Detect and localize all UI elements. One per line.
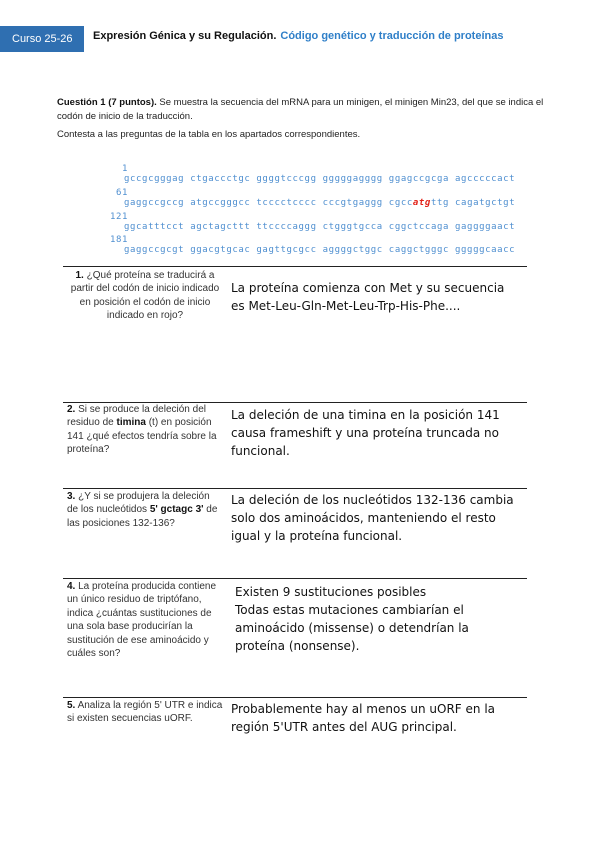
question-intro	[57, 96, 557, 142]
question-text: de las posiciones 132-136?	[67, 504, 218, 529]
sequence-position: 61	[116, 188, 129, 198]
question-cell	[67, 269, 223, 323]
question-text: ¿Y si se produjera la deleción de los nucleótidos	[67, 491, 210, 516]
sequence-bases: gccgcgggag ctgaccctgc ggggtcccgg gggggagggg ggagccgcga agcccccact	[124, 174, 516, 184]
answer-cell[interactable]: Probablemente hay al menos un uORF en la región 5'UTR antes del AUG principal.	[231, 702, 496, 734]
question-text: (t) en posición 141 ¿qué efectos tendría sobre la proteína?	[67, 417, 217, 456]
question-label: Cuestión 1 (7 puntos).	[57, 97, 157, 108]
document-title: Expresión Génica y su Regulación.	[93, 30, 277, 42]
question-number: 1.	[75, 270, 84, 281]
sequence-position: 181	[109, 235, 129, 245]
question-emphasis: 5' gctagc 3'	[149, 504, 204, 516]
sequence-bases-after-start: ttg cagatgctgt	[430, 198, 516, 208]
question-text: Si se produce la deleción del residuo de	[67, 404, 206, 429]
question-row	[63, 488, 527, 579]
start-codon: atg	[412, 198, 431, 208]
question-cell	[67, 580, 223, 660]
document-header	[93, 30, 503, 42]
instruction-text: Contesta a las preguntas de la tabla en los apartados correspondientes.	[57, 129, 361, 140]
question-text: ¿Qué proteína se traducirá a partir del codón de inicio indicado en posición el codón de inicio indicado en rojo?	[70, 270, 220, 322]
answer-line: Todas estas mutaciones cambiarían el aminoácido (missense) o detendrían la proteína (nonsense).	[235, 603, 469, 653]
sequence-bases: gaggccgcgt ggacgtgcac gagttgcgcc aggggctggc caggctgggc gggggcaacc	[124, 245, 516, 255]
sequence-position: 121	[109, 212, 129, 222]
answer-line: Existen 9 sustituciones posibles	[235, 585, 427, 599]
question-number: 4.	[67, 581, 76, 592]
answer-cell[interactable]: La deleción de los nucleótidos 132-136 cambia solo dos aminoácidos, manteniendo el resto igual y la proteína funcional.	[231, 493, 514, 543]
document-subtitle: Código genético y traducción de proteínas	[280, 30, 504, 42]
question-row	[63, 402, 527, 489]
question-cell	[67, 490, 223, 530]
question-text: Analiza la región 5' UTR e indica si existen secuencias uORF.	[67, 700, 223, 725]
question-text: La proteína producida contiene un único residuo de triptófano, indica ¿cuántas sustituciones de una sola base producirían la sustitución de ese aminoácido y cuáles son?	[67, 581, 217, 660]
answer-cell[interactable]: La proteína comienza con Met y su secuencia es Met-Leu-Gln-Met-Leu-Trp-His-Phe....	[231, 281, 505, 313]
sequence-position: 1	[122, 164, 129, 174]
question-statement: Se muestra la secuencia del mRNA para un minigen, el minigen Min23, del que se indica el codón de inicio de la traducción.	[57, 97, 544, 122]
question-number: 3.	[67, 491, 76, 502]
question-row	[63, 266, 527, 403]
question-number: 5.	[67, 700, 76, 711]
sequence-line	[0, 225, 600, 255]
sequence-bases-before-start: gaggccgccg atgccgggcc tcccctcccc cccgtgaggg cgcc	[124, 198, 413, 208]
sequence-bases: ggcatttcct agctagcttt ttccccaggg ctgggtgcca cggctccaga gaggggaact	[124, 222, 516, 232]
question-emphasis: timina	[116, 417, 146, 429]
question-number: 2.	[67, 404, 76, 415]
course-label: Curso 25-26	[0, 26, 84, 52]
answer-cell[interactable]: La deleción de una timina en la posición 141 causa frameshift y una proteína truncada no funcional.	[231, 408, 500, 458]
question-cell	[67, 699, 223, 726]
question-row	[63, 578, 527, 698]
question-cell	[67, 403, 223, 457]
answer-cell[interactable]	[235, 583, 521, 655]
question-row	[63, 697, 527, 758]
